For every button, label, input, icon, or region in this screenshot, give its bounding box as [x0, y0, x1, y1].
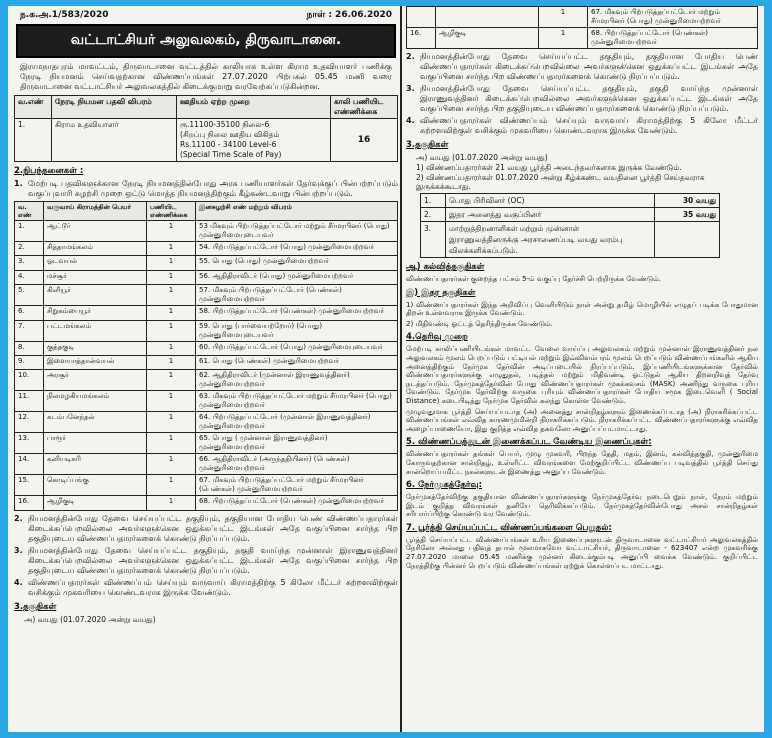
left-condition-2: 2. நியமனத்தின்போது தேவை செய்யப்பட்ட தகுதியும், தகுதியான போதிய பெண் விண்ணப்பதாரர்கள் கிடைக்கப்பெறவில்லை அவர்களுக்கென ஒதுக்கப்பட்ட இடங்கள் அதே வகுப்பினை சார்ந்த பிற தகுதியுடைய விண்ணப்பதாரர்களைக் கொண்டு நிரப்பப்படும். [14, 513, 398, 543]
roster-village-cell [436, 7, 539, 28]
table-row [15, 320, 398, 341]
roster-roster-cell: 68. பிற்படுத்தப்பட்டோர் (பெண்கள்) முன்னுரிமையற்றவர் [588, 28, 758, 49]
table-row [15, 412, 398, 433]
roster-village-cell: பட்டமங்கலம் [44, 320, 147, 341]
age-category-cell: பொது பிரிவினர் (OC) [446, 194, 655, 208]
vacancy-pay [177, 119, 331, 162]
roster-count-cell: 1 [147, 285, 196, 306]
table-row [407, 28, 758, 49]
roster-roster-cell: 55. பொது (பொது) முன்னுரிமையற்றவர் [196, 256, 398, 270]
vacancy-sno: 1. [15, 119, 52, 162]
roster-count-cell: 1 [147, 370, 196, 391]
other-qualifications-heading: இ) இதர தகுதிகள் [406, 287, 476, 298]
age-sno-cell: 3. [421, 222, 446, 258]
roster-count-cell: 1 [147, 306, 196, 320]
roster-sno-cell: 16. [407, 28, 436, 49]
selection-text-1: மேற்படி காலிப்பணியிடங்கள் மாவட்ட வேலை வாய்ப்பு அலுவலகம் மற்றும் முன்னாள் இராணுவத்தினர் நல அலுவலகம் மூலம் பெறப்படும் பட்டியல் மற்றும் இவ்விளம்பரம் மூலம் பெறப்படும் விண்ணப்பங்களில் ஆகிய அனைத்திற்கும் நேர்முக தேர்வின் அடிப்படையில் நிரப்பப்படும். இப்பணியிடங்களுக்கான தேர்வில் விண்ணப்பதாரர்களுக்கு எழுதுதல், படித்தல் மற்றும் மிதிவண்டி ஓட்டுதல் ஆகிய திறனறிவுத் தேர்வு நடத்தப்படும். நேர்முகத்தேர்வின் போது விண்ணப்பதாரர்கள் முகக்கவசம் (MASK) அணிந்து வருகை புரிய வேண்டும். நேர்முக தேர்விற்கு வருகை புரியும் விண்ணப்பதாரர்கள் போதிய சமூக இடைவெளி ( Social Distance) கடைபிடித்து நேர்முக தேர்வில் கலந்து கொள்ள வேண்டும். [406, 345, 758, 405]
roster-village-cell: ஆழிகுடி [436, 28, 539, 49]
table-row [15, 270, 398, 284]
table-row [15, 242, 398, 256]
roster-count-cell: 1 [147, 270, 196, 284]
roster-table [14, 201, 398, 511]
roster-village-cell: ஆழிகுடி [44, 496, 147, 510]
table-row [15, 285, 398, 306]
vacancy-row [15, 119, 398, 162]
selection-text-2: முழுவதுமாக பூர்த்தி செய்யப்படாத (அ) அனைத்து சான்றிதழ்களும் இணைக்கப்படாத (அ) நிராகரிக்கப்பட்ட விண்ணப்பங்கள் எவ்வித காரணமுமின்றி நிராகரிக்கப்படும். நிராகரிக்கப்பட்ட விண்ணப்பதாரர்களுக்கு எவ்வித அழைப்பாணையோ, இது குறித்த எவ்வித தகவலோ அனுப்பப்படமாட்டாது. [406, 407, 758, 433]
roster-roster-cell: 53 மிகவும் பிற்படுத்தப்பட்டோர் மற்றும் சீர்மரபினர் (பொது) முன்னுரிமையுடையவர் [196, 221, 398, 242]
roster-village-cell: கிளியூர் [44, 285, 147, 306]
vacancy-table-header [15, 96, 398, 119]
table-row [15, 306, 398, 320]
age-limit-table [420, 193, 720, 258]
other-qualification-2: 2) மிதிவண்டி ஓட்டத் தெரிந்திருக்க வேண்டும். [406, 319, 553, 328]
roster-sno-cell: 11. [15, 391, 44, 412]
roster-count-cell: 1 [147, 412, 196, 433]
roster-sno-cell: 9. [15, 355, 44, 369]
education-text: விண்ணப்பதாரர்கள் குறைந்த பட்சம் 5-ம் வகுப்பு தேர்ச்சி பெற்றிருக்க வேண்டும். [406, 275, 661, 283]
attachments-text: விண்ணப்பதாரர்கள் தங்கள் பெயர், முழு முகவரி, பிறந்த தேதி, மதம், இனம், கல்வித்தகுதி, முன்னுரிமை கோருவதற்கான சான்றிதழ், உள்ளிட்ட விவரங்களை மேற்குறிப்பிட்ட விண்ணப்ப படிவத்தில் பூர்த்தி செய்து சான்றொப்பமிட்ட நகல்களுடன் இணைத்து அனுப்ப வேண்டும். [406, 450, 758, 476]
age-limit-body [421, 194, 720, 258]
pay-line-1: ரூ.11100-35100 நிலை-6 [180, 120, 270, 129]
roster-sno-cell: 5. [15, 285, 44, 306]
roster-village-cell: சிறுகம்பையூர் [44, 306, 147, 320]
roster-sno-cell: 2. [15, 242, 44, 256]
roster-roster-cell: 59. பொது (பார்வையற்றோர்) (பொது) முன்னுரிமையுடையவர் [196, 320, 398, 341]
table-row [15, 370, 398, 391]
roster-sno-cell: 10. [15, 370, 44, 391]
roster-count-cell: 1 [147, 433, 196, 454]
roster-roster-cell: 63. மிகவும் பிற்படுத்தப்பட்டோர் மற்றும் சீர்மரபினர் (பொது) முன்னுரிமையற்றவர் [196, 391, 398, 412]
other-qualification-1: 1) விண்ணப்பதாரர்கள் இந்த அறிவிப்பு வெளியிடும் நாள் அன்று தமிழ் மொழியில் எழுதப் படிக்க போதுமான திறன் உள்ளவராக இருக்க வேண்டும். [406, 300, 758, 318]
table-row [15, 355, 398, 369]
roster-roster-cell: 58. பிற்படுத்தப்பட்டோர் (பெண்கள்) முன்னுரிமையற்றவர் [196, 306, 398, 320]
roster-count-cell: 1 [147, 320, 196, 341]
education-heading: ஆ) கல்வித்தகுதிகள் [406, 262, 485, 272]
vacancy-table [14, 95, 398, 162]
roster-count-cell: 1 [147, 242, 196, 256]
roster-count-cell: 1 [147, 496, 196, 510]
right-condition-4: 4. விண்ணப்பதாரர்கள் விண்ணப்பம் செய்யும் வருவாய் கிராமத்திற்கு 5 கிலோ மீட்டர் சுற்றளவிற்குள் வசிக்கும் முகவரியை கொண்டவராக இருக்க வேண்டும். [406, 116, 758, 135]
table-row [15, 341, 398, 355]
table-row [407, 7, 758, 28]
col-post: நேரடி நியமன பதவி விபரம் [52, 96, 177, 119]
age-row [421, 208, 720, 222]
roster-roster-cell: 56. ஆதிதிராவிடர் (பொது) முன்னுரிமையற்றவர் [196, 270, 398, 284]
left-condition-3: 3. நியமனத்தின்போது தேவை செய்யப்பட்ட தகுதியும், தகுதி வாய்ந்த முன்னாள் இராணுவத்தினர் கிடைக்கப்பெறவில்லை அவர்களுக்கென ஒதுக்கப்பட்ட இடங்கள் அதே வகுப்பினை சார்ந்த பிற தகுதியுடைய விண்ணப்பதாரர்களைக் கொண்டு நிரப்பப்படும். [14, 545, 398, 575]
roster-village-cell: கனியடிகரி [44, 454, 147, 475]
roster-sno-cell: 1. [15, 221, 44, 242]
table-row [15, 475, 398, 496]
age-category-cell: மாற்றுத்திறனாளிகள் மற்றும் முன்னாள் இராணுவத்தினருக்கு அரசாணைப்படி வயது வரம்பு விலக்களிக்கப்படும். [446, 222, 655, 258]
roster-count-cell: 1 [539, 7, 588, 28]
notice-page [8, 6, 764, 732]
table-row [15, 256, 398, 270]
intro-paragraph: இராமநாதபுரம் மாவட்டம், திருவாடானை வட்டத்தில் காலியாக உள்ள கிராம உதவியாளர் பணிக்கு நேரடி நியமனம் செய்வதற்கான விண்ணப்பங்கள் 27.07.2020 பிற்பகல் 05.45 மணி வரை திருவாடானை வட்டாட்சியர் அலுவலகத்தில் கிடைக்குமாறு வரவேற்கப்படுகின்றன. [20, 62, 392, 91]
conditions-heading: 2.நிபந்தனைகள் : [14, 166, 84, 176]
roster-sno-cell: 8. [15, 341, 44, 355]
roster-body [15, 221, 398, 511]
age-limit-cell: 35 வயது [655, 208, 720, 222]
right-condition-3: 3. நியமனத்தின்போது தேவை செய்யப்பட்ட தகுதியும், தகுதி வாய்ந்த முன்னாள் இராணுவத்தினர் கிடைக்கப்பெறவில்லை அவர்களுக்கென ஒதுக்கப்பட்ட இடங்கள் அதே வகுப்பினை சார்ந்த பிற தகுதியுடைய விண்ணப்பதாரர்களைக் கொண்டு நிரப்பப்படும். [406, 84, 758, 113]
roster-count-cell: 1 [147, 391, 196, 412]
pay-line-2: (சிறப்பு நிலை ஊதிய விகிதம் [180, 130, 280, 139]
roster-count-cell: 1 [147, 475, 196, 496]
age-heading: அ) வயது (01.07.2020 அன்று வயது) [416, 153, 548, 162]
vacancy-post: கிராம உதவியாளர் [52, 119, 177, 162]
left-column [14, 6, 398, 732]
age-limit-cell [655, 222, 720, 258]
roster-village-cell: மச்சூர் [44, 270, 147, 284]
attachments-heading: 5. விண்ணப்பத்துடன் இணைக்கப்பட வேண்டிய இணைப்புகள்: [406, 437, 652, 448]
table-row [15, 496, 398, 510]
roster-sno-cell [407, 7, 436, 28]
roster-sno-cell: 7. [15, 320, 44, 341]
roster-village-cell: கொடிப்பங்கு [44, 475, 147, 496]
right-roster-body [407, 7, 758, 49]
roster-sno-cell: 13. [15, 433, 44, 454]
roster-roster-cell: 67. மிகவும் பிற்படுத்தப்பட்டோர் மற்றும் சீர்மரபினர் (பொது) முன்னுரிமையற்றவர் [588, 7, 758, 28]
right-column [406, 6, 758, 732]
roster-count-cell: 1 [147, 454, 196, 475]
roster-village-cell: பாரூர் [44, 433, 147, 454]
table-row [15, 433, 398, 454]
left-condition-4: 4. விண்ணப்பதாரர்கள் விண்ணப்பம் செய்யும் வருவாய் கிராமத்திற்கு 5 கிலோ மீட்டர் சுற்றளவிற்குள் வசிக்கும் முகவரியை கொண்டவராக இருக்க வேண்டும். [14, 577, 398, 597]
roster-sno-cell: 14. [15, 454, 44, 475]
interview-heading: 6. நேர்முகத்தேர்வு: [406, 480, 482, 491]
condition-1: 1. மேற்படி பதவிகளுக்கான நேரடி நியமனத்தின்போது அரசு பணியாளர்கள் தேர்வுக்குப் பின்பற்றப்படும் வகுப்புவாரி சுழற்சி முறை ஒட்டு மொத்த நியமனத்திற்கும் கீழ்கண்டவாறு பின்பற்றப்படும். [14, 179, 398, 198]
roster-village-cell: அரசூர் [44, 370, 147, 391]
roster-sno-cell: 16. [15, 496, 44, 510]
roster-count-cell: 1 [147, 341, 196, 355]
roster-roster-cell: 62. ஆதிதிராவிடர் (முன்னாள் இராணுவத்தினர்) முன்னுரிமையற்றவர் [196, 370, 398, 391]
roster-sno-cell: 6. [15, 306, 44, 320]
roster-count-cell: 1 [539, 28, 588, 49]
selection-heading: 4.தெரிவு முறை [406, 332, 468, 343]
roster-village-cell: ஆட்டூர் [44, 221, 147, 242]
age-category-cell: இதர அனைத்து வகுப்பினர் [446, 208, 655, 222]
pay-line-3: Rs.11100 - 34100 Level-6 [180, 140, 277, 149]
col-pay: ஊதியம் ஏற்ற முறை [177, 96, 331, 119]
table-row [15, 391, 398, 412]
notice-header [14, 6, 398, 24]
roster-count-cell: 1 [147, 256, 196, 270]
roster-roster-cell: 57. மிகவும் பிற்படுத்தப்பட்டோர் (பெண்கள்) முன்னுரிமையற்றவர் [196, 285, 398, 306]
roster-table-continued [406, 6, 758, 49]
roster-count-cell: 1 [147, 221, 196, 242]
roster-roster-cell: 67. மிகவும் பிற்படுத்தப்பட்டோர் மற்றும் சீர்மரபினர் (பெண்கள்) முன்னுரிமையற்றவர் [196, 475, 398, 496]
office-banner: வட்டாட்சியர் அலுவலகம், திருவாடானை. [16, 24, 396, 58]
age-limit-cell: 30 வயது [655, 194, 720, 208]
column-divider [400, 6, 402, 732]
qualifications-heading: 3.தகுதிகள் [406, 140, 449, 150]
roster-village-cell: ஓடவயல் [44, 256, 147, 270]
roster-roster-cell: 61. பொது (பெண்கள்) முன்னுரிமையற்றவர் [196, 355, 398, 369]
roster-sno-cell: 4. [15, 270, 44, 284]
roster-roster-cell: 60. பிற்படுத்தப்பட்டோர் (பொது) முன்னுரிமையுடையவர் [196, 341, 398, 355]
roster-roster-cell: 68. பிற்படுத்தப்பட்டோர் (பெண்கள்) முன்னுரிமையற்றவர் [196, 496, 398, 510]
col-count: காலி பணியிட எண்ணிக்கை [331, 96, 398, 119]
age-row [421, 222, 720, 258]
roster-roster-cell: 54. பிற்படுத்தப்பட்டோர் (பொது) முன்னுரிமையற்றவர் [196, 242, 398, 256]
roster-village-cell: கடம்பனேந்தல் [44, 412, 147, 433]
roster-roster-cell: 66. ஆதிதிராவிடர் (அருந்ததியினர்) (பெண்கள்) முன்னுரிமையற்றவர் [196, 454, 398, 475]
right-condition-2: 2. நியமனத்தின்போது தேவை செய்யப்பட்ட தகுதியும், தகுதியான போதிய பெண் விண்ணப்பதாரர்கள் கிடைக்கப்பெறவில்லை அவர்களுக்கென ஒதுக்கப்பட்ட இடங்கள் அதே வகுப்பினை சார்ந்த பிற விண்ணப்பதாரர்களைக் கொண்டு நிரப்பப்படும். [406, 52, 758, 81]
age-row [421, 194, 720, 208]
age-rule-2: 2) விண்ணப்பதாரர்கள் 01.07.2020 அன்று கீழ்க்கண்ட வயதினை பூர்த்தி செய்தவராக இருக்கக்கூடாது. [416, 173, 705, 191]
left-qualifications-heading: 3.தகுதிகள் [14, 601, 57, 612]
roster-village-cell: இளையாத்தான்வயல் [44, 355, 147, 369]
reference-number: ந.க.அ.1/583/2020 [20, 10, 109, 20]
table-row [15, 454, 398, 475]
notice-date: நாள் : 26.06.2020 [306, 10, 392, 20]
roster-roster-cell: 65. பொது ( முன்னாள் இராணுவத்தினர்) முன்னுரிமையற்றவர் [196, 433, 398, 454]
roster-village-cell: குத்தகுடி [44, 341, 147, 355]
roster-table-header: வ. எண் வருவாய் கிராமத்தின் பெயர் பணியிட எண்ணிக்கை இனசுழற்சி எண் மற்றும் விபரம் [15, 202, 398, 221]
roster-village-cell: சித்தாமங்கலம் [44, 242, 147, 256]
pay-line-4: (Special Time Scale of Pay) [180, 150, 282, 159]
roster-sno-cell: 3. [15, 256, 44, 270]
roster-count-cell: 1 [147, 355, 196, 369]
roster-village-cell: நிலமழகியமங்கலம் [44, 391, 147, 412]
vacancy-count: 16 [331, 119, 398, 162]
interview-text: நேர்முகத்தேர்விற்கு தகுதியான விண்ணப்பதாரர்களுக்கு நேர்முகத்தேர்வு நடைபெறும் நாள், நேரம் மற்றும் இடம் குறித்த விவரங்கள் தனியே தெரிவிக்கப்படும். நேர்முகத்தேர்வின்போது அசல் சான்றிதழ்கள் சரிபார்ப்பிற்கு கொண்டு வர வேண்டும். [406, 493, 758, 519]
submission-text: பூர்த்தி செய்யப்பட்ட விண்ணப்பங்கள் உரிய இணைப்புகளுடன் திருவாடானை வட்டாட்சியர் அலுவலகத்தில் நேரிலோ அல்லது பதிவுத் தபால் மூலமாகவோ வட்டாட்சியர், திருவாடானை - 623407 என்ற முகவரிக்கு 27.07.2020 மாலை 05.45 மணிக்கு முன்னர் கிடைக்கும்படி அனுப்பி வைக்க வேண்டும். குறிப்பிட்ட நேரத்திற்கு பின்னர் பெறப்படும் விண்ணப்பங்கள் ஏற்றுக் கொள்ளப்பட மாட்டாது. [406, 535, 758, 570]
age-sno-cell: 1. [421, 194, 446, 208]
age-sno-cell: 2. [421, 208, 446, 222]
submission-heading: 7. பூர்த்தி செய்யப்பட்ட விண்ணப்பங்களை பெறுதல்: [406, 522, 612, 533]
age-rule-1: 1) விண்ணப்பதாரர்கள் 21 வயது பூர்த்தி அடைந்தவர்களாக இருக்க வேண்டும். [416, 163, 682, 172]
roster-sno-cell: 15. [15, 475, 44, 496]
col-sno: வ.எண் [15, 96, 52, 119]
roster-sno-cell: 12. [15, 412, 44, 433]
roster-roster-cell: 64. பிற்படுத்தப்பட்டோர் (முன்னாள் இராணுவத்தினர்) முன்னுரிமையற்றவர் [196, 412, 398, 433]
table-row [15, 221, 398, 242]
left-age-heading: அ) வயது (01.07.2020 அன்று வயது) [24, 614, 156, 624]
